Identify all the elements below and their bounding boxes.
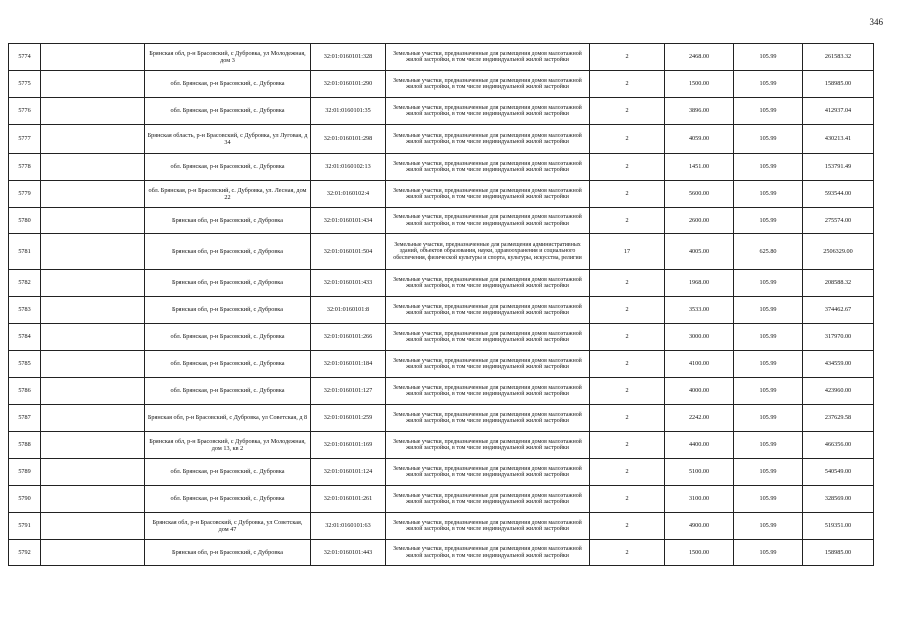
land-purpose-cell: Земельные участки, предназначенные для размещения домов малоэтажной жилой застройки, в том числе индивидуальной жилой застройки	[386, 125, 590, 154]
cadastral-number-cell: 32:01:0160101:261	[311, 486, 386, 513]
land-purpose-cell: Земельные участки, предназначенные для размещения домов малоэтажной жилой застройки, в том числе индивидуальной жилой застройки	[386, 513, 590, 540]
empty-cell	[41, 270, 145, 297]
specific-value-cell: 105.99	[734, 44, 803, 71]
empty-cell	[41, 154, 145, 181]
empty-cell	[41, 125, 145, 154]
group-cell: 2	[590, 208, 665, 234]
empty-cell	[41, 324, 145, 351]
table-row	[9, 154, 874, 181]
group-cell: 2	[590, 181, 665, 208]
table-row	[9, 270, 874, 297]
cadastral-number-cell: 32:01:0160101:443	[311, 540, 386, 566]
group-cell: 2	[590, 486, 665, 513]
row-number-cell: 5775	[9, 71, 41, 98]
address-cell: обл. Брянская, р-н Брасовский, с. Дубровка	[145, 459, 311, 486]
specific-value-cell: 105.99	[734, 125, 803, 154]
cadastral-value-cell: 208588.32	[803, 270, 874, 297]
cadastral-value-cell: 540549.00	[803, 459, 874, 486]
specific-value-cell: 105.99	[734, 486, 803, 513]
area-cell: 3000.00	[665, 324, 734, 351]
table-row	[9, 44, 874, 71]
area-cell: 5100.00	[665, 459, 734, 486]
group-cell: 2	[590, 44, 665, 71]
cadastral-value-cell: 275574.00	[803, 208, 874, 234]
table-row	[9, 125, 874, 154]
area-cell: 4900.00	[665, 513, 734, 540]
empty-cell	[41, 351, 145, 378]
area-cell: 5600.00	[665, 181, 734, 208]
table-row	[9, 486, 874, 513]
area-cell: 1968.00	[665, 270, 734, 297]
group-cell: 17	[590, 234, 665, 270]
table-row	[9, 234, 874, 270]
group-cell: 2	[590, 324, 665, 351]
cadastral-number-cell: 32:01:0160101:8	[311, 297, 386, 324]
address-cell: Брянская обл, р-н Брасовский, с Дубровка	[145, 208, 311, 234]
area-cell: 1451.00	[665, 154, 734, 181]
cadastral-value-cell: 593544.00	[803, 181, 874, 208]
empty-cell	[41, 297, 145, 324]
table-row	[9, 324, 874, 351]
row-number-cell: 5790	[9, 486, 41, 513]
table-body	[9, 44, 874, 566]
table-row	[9, 405, 874, 432]
address-cell: Брянская обл, р-н Брасовский, с Дубровка, ул Советская, дом 47	[145, 513, 311, 540]
area-cell: 4100.00	[665, 351, 734, 378]
specific-value-cell: 105.99	[734, 208, 803, 234]
address-cell: обл. Брянская, р-н Брасовский, с. Дубровка, ул. Лесная, дом 22	[145, 181, 311, 208]
cadastral-value-cell: 466356.00	[803, 432, 874, 459]
row-number-cell: 5777	[9, 125, 41, 154]
row-number-cell: 5787	[9, 405, 41, 432]
group-cell: 2	[590, 270, 665, 297]
address-cell: обл. Брянская, р-н Брасовский, с. Дубровка	[145, 351, 311, 378]
row-number-cell: 5786	[9, 378, 41, 405]
area-cell: 4005.00	[665, 234, 734, 270]
land-purpose-cell: Земельные участки, предназначенные для размещения домов малоэтажной жилой застройки, в том числе индивидуальной жилой застройки	[386, 459, 590, 486]
address-cell: обл. Брянская, р-н Брасовский, с. Дубровка	[145, 486, 311, 513]
table-row	[9, 297, 874, 324]
row-number-cell: 5776	[9, 98, 41, 125]
table-row	[9, 459, 874, 486]
address-cell: Брянская обл, р-н Брасовский, с Дубровка	[145, 297, 311, 324]
area-cell: 4400.00	[665, 432, 734, 459]
area-cell: 1500.00	[665, 540, 734, 566]
cadastral-number-cell: 32:01:0160101:433	[311, 270, 386, 297]
land-purpose-cell: Земельные участки, предназначенные для размещения домов малоэтажной жилой застройки, в том числе индивидуальной жилой застройки	[386, 324, 590, 351]
land-purpose-cell: Земельные участки, предназначенные для размещения домов малоэтажной жилой застройки, в том числе индивидуальной жилой застройки	[386, 297, 590, 324]
address-cell: обл. Брянская, р-н Брасовский, с. Дубровка	[145, 98, 311, 125]
cadastral-value-cell: 317970.00	[803, 324, 874, 351]
address-cell: обл. Брянская, р-н Брасовский, с. Дубровка	[145, 71, 311, 98]
row-number-cell: 5791	[9, 513, 41, 540]
group-cell: 2	[590, 98, 665, 125]
area-cell: 3100.00	[665, 486, 734, 513]
address-cell: обл. Брянская, р-н Брасовский, с. Дубровка	[145, 378, 311, 405]
land-purpose-cell: Земельные участки, предназначенные для размещения домов малоэтажной жилой застройки, в том числе индивидуальной жилой застройки	[386, 98, 590, 125]
specific-value-cell: 625.80	[734, 234, 803, 270]
cadastral-number-cell: 32:01:0160102:4	[311, 181, 386, 208]
address-cell: Брянская область, р-н Брасовский, с Дубровка, ул Луговая, д 34	[145, 125, 311, 154]
land-purpose-cell: Земельные участки, предназначенные для размещения домов малоэтажной жилой застройки, в том числе индивидуальной жилой застройки	[386, 181, 590, 208]
cadastral-number-cell: 32:01:0160101:434	[311, 208, 386, 234]
empty-cell	[41, 234, 145, 270]
specific-value-cell: 105.99	[734, 270, 803, 297]
cadastral-value-cell: 412937.04	[803, 98, 874, 125]
group-cell: 2	[590, 125, 665, 154]
empty-cell	[41, 44, 145, 71]
cadastral-value-cell: 374462.67	[803, 297, 874, 324]
address-cell: Брянская обл, р-н Брасовский, с Дубровка, ул Молодежная, дом 3	[145, 44, 311, 71]
land-purpose-cell: Земельные участки, предназначенные для размещения домов малоэтажной жилой застройки, в том числе индивидуальной жилой застройки	[386, 44, 590, 71]
cadastral-value-cell: 519351.00	[803, 513, 874, 540]
area-cell: 3533.00	[665, 297, 734, 324]
area-cell: 1500.00	[665, 71, 734, 98]
address-cell: обл. Брянская, р-н Брасовский, с. Дубровка	[145, 154, 311, 181]
group-cell: 2	[590, 513, 665, 540]
specific-value-cell: 105.99	[734, 378, 803, 405]
specific-value-cell: 105.99	[734, 351, 803, 378]
empty-cell	[41, 405, 145, 432]
cadastral-value-cell: 158985.00	[803, 71, 874, 98]
empty-cell	[41, 71, 145, 98]
cadastral-value-cell: 430213.41	[803, 125, 874, 154]
area-cell: 2242.00	[665, 405, 734, 432]
row-number-cell: 5788	[9, 432, 41, 459]
specific-value-cell: 105.99	[734, 432, 803, 459]
empty-cell	[41, 378, 145, 405]
cadastral-value-cell: 261583.32	[803, 44, 874, 71]
table-row	[9, 540, 874, 566]
empty-cell	[41, 540, 145, 566]
land-purpose-cell: Земельные участки, предназначенные для размещения домов малоэтажной жилой застройки, в том числе индивидуальной жилой застройки	[386, 154, 590, 181]
land-purpose-cell: Земельные участки, предназначенные для размещения домов малоэтажной жилой застройки, в том числе индивидуальной жилой застройки	[386, 486, 590, 513]
group-cell: 2	[590, 297, 665, 324]
empty-cell	[41, 459, 145, 486]
group-cell: 2	[590, 459, 665, 486]
row-number-cell: 5779	[9, 181, 41, 208]
group-cell: 2	[590, 154, 665, 181]
empty-cell	[41, 486, 145, 513]
table-row	[9, 181, 874, 208]
cadastral-number-cell: 32:01:0160101:290	[311, 71, 386, 98]
cadastral-number-cell: 32:01:0160102:13	[311, 154, 386, 181]
cadastral-value-cell: 434559.00	[803, 351, 874, 378]
cadastral-number-cell: 32:01:0160101:127	[311, 378, 386, 405]
cadastral-number-cell: 32:01:0160101:298	[311, 125, 386, 154]
specific-value-cell: 105.99	[734, 513, 803, 540]
empty-cell	[41, 98, 145, 125]
land-purpose-cell: Земельные участки, предназначенные для размещения домов малоэтажной жилой застройки, в том числе индивидуальной жилой застройки	[386, 270, 590, 297]
row-number-cell: 5792	[9, 540, 41, 566]
land-purpose-cell: Земельные участки, предназначенные для размещения домов малоэтажной жилой застройки, в том числе индивидуальной жилой застройки	[386, 432, 590, 459]
row-number-cell: 5778	[9, 154, 41, 181]
area-cell: 2468.00	[665, 44, 734, 71]
row-number-cell: 5784	[9, 324, 41, 351]
row-number-cell: 5782	[9, 270, 41, 297]
specific-value-cell: 105.99	[734, 181, 803, 208]
area-cell: 3896.00	[665, 98, 734, 125]
group-cell: 2	[590, 378, 665, 405]
page-number: 346	[869, 17, 883, 27]
cadastral-value-cell: 328569.00	[803, 486, 874, 513]
row-number-cell: 5781	[9, 234, 41, 270]
empty-cell	[41, 513, 145, 540]
cadastral-number-cell: 32:01:0160101:328	[311, 44, 386, 71]
table-row	[9, 513, 874, 540]
row-number-cell: 5780	[9, 208, 41, 234]
cadastral-number-cell: 32:01:0160101:184	[311, 351, 386, 378]
specific-value-cell: 105.99	[734, 98, 803, 125]
cadastral-value-cell: 237629.58	[803, 405, 874, 432]
address-cell: Брянская обл, р-н Брасовский, с Дубровка, ул Советская, д 8	[145, 405, 311, 432]
cadastral-value-table	[8, 43, 874, 566]
group-cell: 2	[590, 540, 665, 566]
table-row	[9, 432, 874, 459]
specific-value-cell: 105.99	[734, 405, 803, 432]
empty-cell	[41, 208, 145, 234]
area-cell: 4000.00	[665, 378, 734, 405]
specific-value-cell: 105.99	[734, 71, 803, 98]
table-row	[9, 98, 874, 125]
land-purpose-cell: Земельные участки, предназначенные для размещения домов малоэтажной жилой застройки, в том числе индивидуальной жилой застройки	[386, 405, 590, 432]
cadastral-number-cell: 32:01:0160101:266	[311, 324, 386, 351]
cadastral-number-cell: 32:01:0160101:169	[311, 432, 386, 459]
row-number-cell: 5785	[9, 351, 41, 378]
land-purpose-cell: Земельные участки, предназначенные для размещения домов малоэтажной жилой застройки, в том числе индивидуальной жилой застройки	[386, 351, 590, 378]
cadastral-number-cell: 32:01:0160101:259	[311, 405, 386, 432]
land-purpose-cell: Земельные участки, предназначенные для размещения домов малоэтажной жилой застройки, в том числе индивидуальной жилой застройки	[386, 71, 590, 98]
cadastral-number-cell: 32:01:0160101:35	[311, 98, 386, 125]
cadastral-value-cell: 423960.00	[803, 378, 874, 405]
area-cell: 2600.00	[665, 208, 734, 234]
cadastral-value-cell: 158985.00	[803, 540, 874, 566]
empty-cell	[41, 181, 145, 208]
cadastral-value-cell: 153791.49	[803, 154, 874, 181]
group-cell: 2	[590, 351, 665, 378]
specific-value-cell: 105.99	[734, 324, 803, 351]
row-number-cell: 5789	[9, 459, 41, 486]
cadastral-number-cell: 32:01:0160101:63	[311, 513, 386, 540]
land-purpose-cell: Земельные участки, предназначенные для размещения домов малоэтажной жилой застройки, в том числе индивидуальной жилой застройки	[386, 378, 590, 405]
address-cell: Брянская обл, р-н Брасовский, с Дубровка	[145, 540, 311, 566]
group-cell: 2	[590, 432, 665, 459]
land-purpose-cell: Земельные участки, предназначенные для размещения домов малоэтажной жилой застройки, в том числе индивидуальной жилой застройки	[386, 208, 590, 234]
specific-value-cell: 105.99	[734, 540, 803, 566]
land-purpose-cell: Земельные участки, предназначенные для размещения домов малоэтажной жилой застройки, в том числе индивидуальной жилой застройки	[386, 540, 590, 566]
address-cell: Брянская обл, р-н Брасовский, с Дубровка, ул Молодежная, дом 13, кв 2	[145, 432, 311, 459]
specific-value-cell: 105.99	[734, 459, 803, 486]
area-cell: 4059.00	[665, 125, 734, 154]
address-cell: Брянская обл, р-н Брасовский, с Дубровка	[145, 270, 311, 297]
empty-cell	[41, 432, 145, 459]
table-row	[9, 208, 874, 234]
specific-value-cell: 105.99	[734, 297, 803, 324]
cadastral-number-cell: 32:01:0160101:124	[311, 459, 386, 486]
row-number-cell: 5774	[9, 44, 41, 71]
address-cell: Брянская обл, р-н Брасовский, с Дубровка	[145, 234, 311, 270]
address-cell: обл. Брянская, р-н Брасовский, с. Дубровка	[145, 324, 311, 351]
group-cell: 2	[590, 71, 665, 98]
table-row	[9, 351, 874, 378]
land-purpose-cell: Земельные участки, предназначенные для размещения административных зданий, объектов образования, науки, здравоохранения и социального обеспечения, физической культуры и спорта, культуры, искусства, религии	[386, 234, 590, 270]
specific-value-cell: 105.99	[734, 154, 803, 181]
group-cell: 2	[590, 405, 665, 432]
table-row	[9, 71, 874, 98]
table-row	[9, 378, 874, 405]
cadastral-value-cell: 2506329.00	[803, 234, 874, 270]
cadastral-number-cell: 32:01:0160101:504	[311, 234, 386, 270]
row-number-cell: 5783	[9, 297, 41, 324]
